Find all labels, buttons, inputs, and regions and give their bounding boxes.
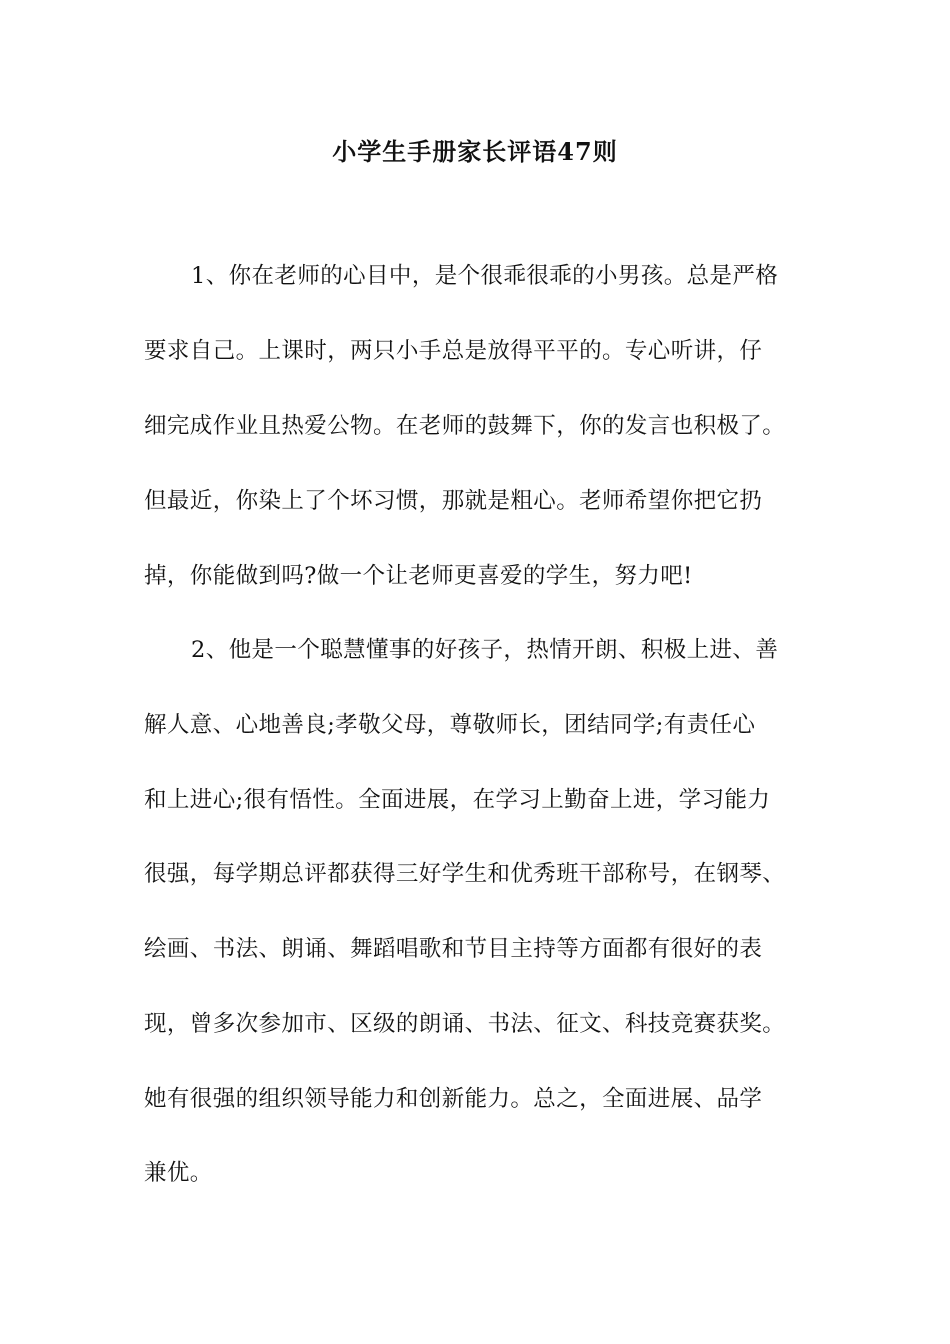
paragraph-2-line-4: 很强，每学期总评都获得三好学生和优秀班干部称号，在钢琴、 bbox=[144, 861, 786, 887]
paragraph-2-line-8: 兼优。 bbox=[144, 1160, 213, 1186]
page-title: 小学生手册家长评语47则 bbox=[332, 137, 618, 166]
paragraph-1-line-1: 1、你在老师的心目中，是个很乖很乖的小男孩。总是严格 bbox=[191, 263, 779, 289]
paragraph-1-line-2: 要求自己。上课时，两只小手总是放得平平的。专心听讲，仔 bbox=[144, 338, 763, 364]
paragraph-2-line-7: 她有很强的组织领导能力和创新能力。总之，全面进展、品学 bbox=[144, 1086, 763, 1112]
paragraph-2-line-2: 解人意、心地善良;孝敬父母，尊敬师长，团结同学;有责任心 bbox=[144, 712, 756, 738]
paragraph-1-line-5: 掉，你能做到吗?做一个让老师更喜爱的学生，努力吧! bbox=[144, 563, 693, 589]
paragraph-1-line-4: 但最近，你染上了个坏习惯，那就是粗心。老师希望你把它扔 bbox=[144, 488, 763, 514]
paragraph-1-line-3: 细完成作业且热爱公物。在老师的鼓舞下，你的发言也积极了。 bbox=[144, 413, 786, 439]
paragraph-2-line-1: 2、他是一个聪慧懂事的好孩子，热情开朗、积极上进、善 bbox=[191, 637, 779, 663]
paragraph-2-line-5: 绘画、书法、朗诵、舞蹈唱歌和节目主持等方面都有很好的表 bbox=[144, 936, 763, 962]
paragraph-2-line-6: 现，曾多次参加市、区级的朗诵、书法、征文、科技竞赛获奖。 bbox=[144, 1011, 786, 1037]
paragraph-2-line-3: 和上进心;很有悟性。全面进展，在学习上勤奋上进，学习能力 bbox=[144, 787, 771, 813]
